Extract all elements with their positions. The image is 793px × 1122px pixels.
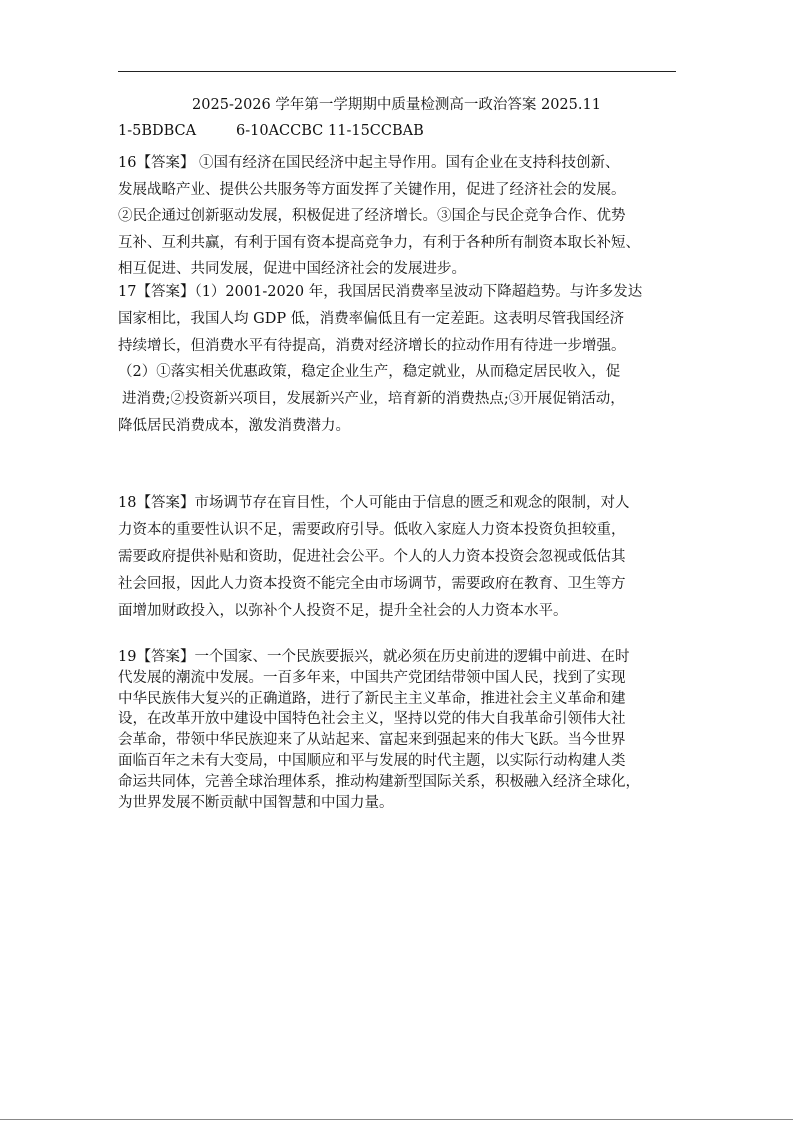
answer-18-line: 18【答案】市场调节存在盲目性，个人可能由于信息的匮乏和观念的限制，对人 bbox=[118, 495, 630, 511]
answer-17 bbox=[118, 279, 683, 440]
answer-18-line: 社会回报，因此人力资本投资不能完全由市场调节，需要政府在教育、卫生等方 bbox=[118, 576, 626, 592]
answer-19 bbox=[118, 647, 683, 813]
answer-17-line: 进消费;②投资新兴项目，发展新兴产业，培育新的消费热点;③开展促销活动， bbox=[122, 391, 625, 408]
answer-19-line: 设，在改革开放中建设中国特色社会主义，坚持以党的伟大自我革命引领伟大社 bbox=[118, 711, 626, 728]
answer-18-line: 力资本的重要性认识不足，需要政府引导。低收入家庭人力资本投资负担较重， bbox=[118, 522, 626, 538]
answer-16-line: 相互促进、共同发展，促进中国经济社会的发展进步。 bbox=[118, 261, 466, 278]
choice-answers bbox=[118, 121, 424, 141]
answer-19-line: 中华民族伟大复兴的正确道路，进行了新民主主义革命，推进社会主义革命和建 bbox=[118, 690, 626, 707]
answer-18 bbox=[118, 490, 683, 625]
answer-19-line: 19【答案】一个国家、一个民族要振兴，就必须在历史前进的逻辑中前进、在时 bbox=[118, 649, 630, 665]
answer-16-line: ②民企通过创新驱动发展，积极促进了经济增长。③国企与民企竞争合作、优势 bbox=[118, 208, 626, 225]
answer-17-line: （2）①落实相关优惠政策，稳定企业生产，稳定就业，从而稳定居民收入，促 bbox=[118, 364, 621, 381]
answer-19-line: 会革命，带领中华民族迎来了从站起来、富起来到强起来的伟大飞跃。当今世界 bbox=[118, 732, 626, 749]
answer-18-line: 面增加财政投入，以弥补个人投资不足，提升全社会的人力资本水平。 bbox=[118, 603, 568, 619]
answer-16-line: 发展战略产业、提供公共服务等方面发挥了关键作用，促进了经济社会的发展。 bbox=[118, 181, 626, 198]
answer-18-line: 需要政府提供补贴和资助，促进社会公平。个人的人力资本投资会忽视或低估其 bbox=[118, 549, 626, 565]
answer-17-line: 国家相比，我国人均 GDP 低，消费率偏低且有一定差距。这表明尽管我国经济 bbox=[118, 310, 625, 327]
page-title: 2025-2026 学年第一学期期中质量检测高一政治答案 2025.11 bbox=[192, 97, 601, 113]
answer-19-line: 代发展的潮流中发展。一百多年来，中国共产党团结带领中国人民，找到了实现 bbox=[118, 669, 626, 686]
answer-17-line: 持续增长，但消费水平有待提高，消费对经济增长的拉动作用有待进一步增强。 bbox=[118, 337, 626, 354]
answer-17-line: 17【答案】（1）2001-2020 年，我国居民消费率呈波动下降超趋势。与许多发达 bbox=[118, 284, 643, 300]
answer-19-line: 命运共同体，完善全球治理体系，推动构建新型国际关系，积极融入经济全球化， bbox=[118, 773, 640, 790]
answer-17-line: 降低居民消费成本，激发消费潜力。 bbox=[118, 417, 350, 434]
choice-answers-11-15: 11-15CCBAB bbox=[328, 123, 424, 139]
answer-16 bbox=[118, 150, 683, 283]
choice-answers-1-5: 1-5BDBCA bbox=[118, 123, 197, 139]
choice-answers-6-10: 6-10ACCBC bbox=[236, 123, 324, 139]
answer-19-line: 面临百年之未有大变局，中国顺应和平与发展的时代主题，以实际行动构建人类 bbox=[118, 752, 626, 769]
header-rule bbox=[118, 71, 676, 72]
answer-16-line: 16【答案】 ①国有经济在国民经济中起主导作用。国有企业在支持科技创新、 bbox=[118, 155, 620, 171]
page-bottom-edge bbox=[0, 1119, 793, 1120]
answer-19-line: 为世界发展不断贡献中国智慧和中国力量。 bbox=[118, 794, 394, 811]
answer-16-line: 互补、互利共赢，有利于国有资本提高竞争力，有利于各种所有制资本取长补短、 bbox=[118, 234, 640, 251]
